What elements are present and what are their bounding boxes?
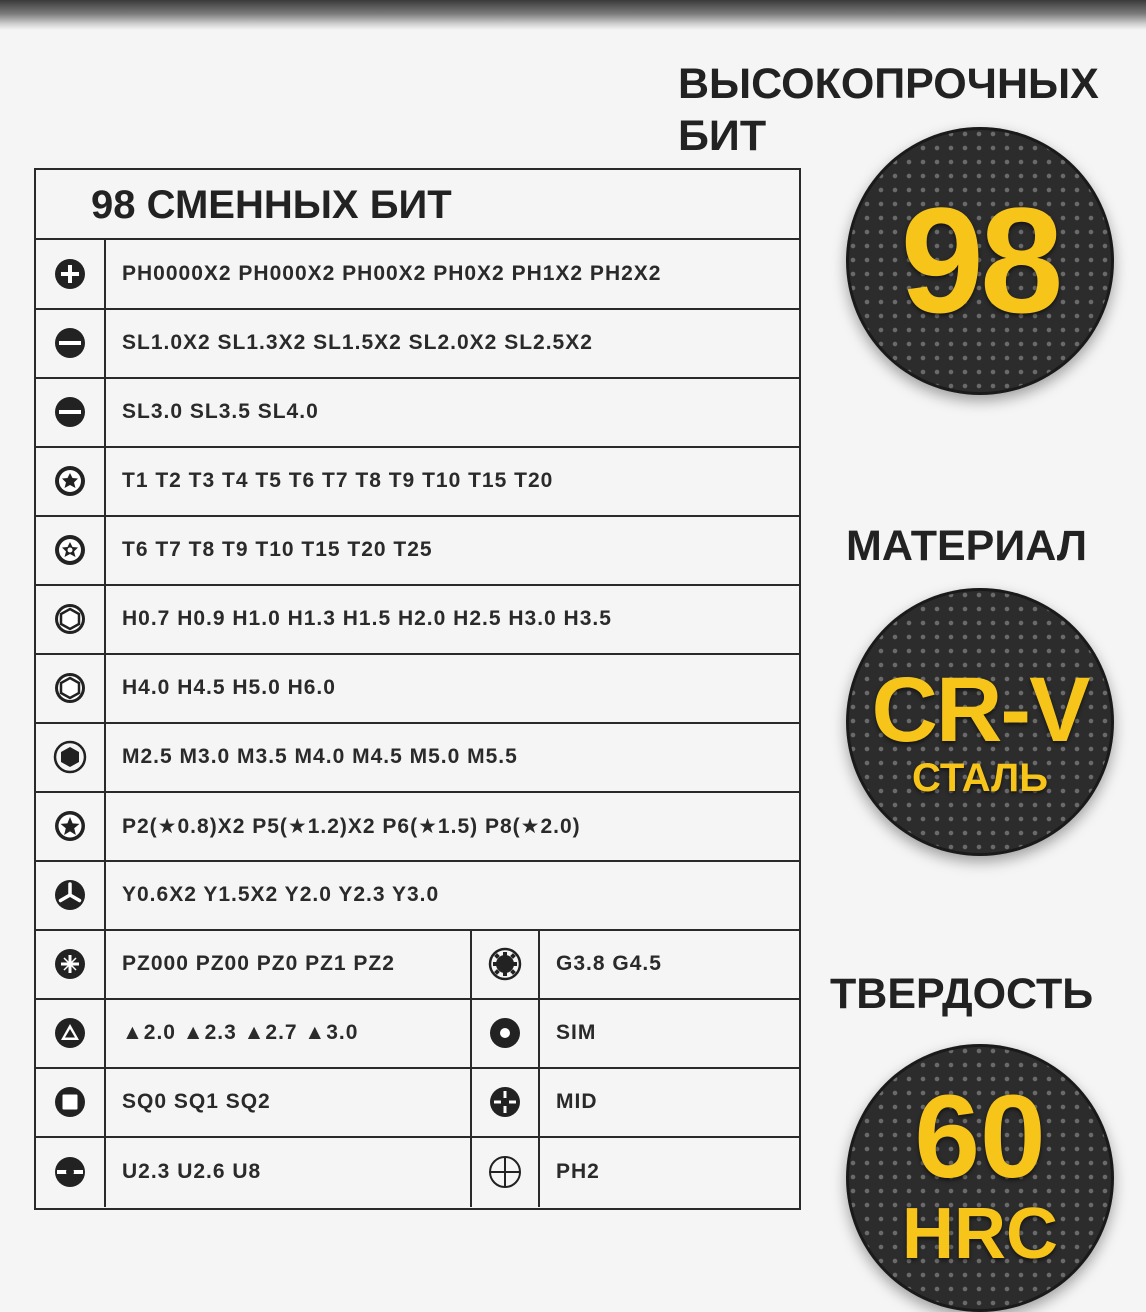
bit-sizes: SIM [556, 1021, 597, 1044]
badge-number: 98 [900, 176, 1060, 344]
bits-table [34, 168, 801, 1210]
heading-line-2: БИТ [678, 112, 767, 160]
bit-sizes: Y0.6X2 Y1.5X2 Y2.0 Y2.3 Y3.0 [122, 883, 440, 906]
badge-main-text: CR-V [871, 659, 1089, 761]
table-row [36, 930, 799, 1000]
bit-sizes: PH2 [556, 1160, 600, 1183]
bit-sizes: PZ000 PZ00 PZ0 PZ1 PZ2 [122, 952, 395, 975]
bit-sizes: G3.8 G4.5 [556, 952, 662, 975]
table-row [36, 378, 799, 448]
phillips-icon [36, 240, 106, 308]
bit-sizes: H0.7 H0.9 H1.0 H1.3 H1.5 H2.0 H2.5 H3.0 H3.5 [122, 607, 612, 630]
torx-icon [36, 447, 106, 515]
table-row [36, 654, 799, 724]
bit-sizes: SQ0 SQ1 SQ2 [122, 1090, 271, 1113]
gear-socket-icon [470, 930, 540, 998]
slotted-icon [36, 309, 106, 377]
table-row [36, 723, 799, 793]
badge-hardness [846, 1044, 1114, 1312]
hex-icon [36, 585, 106, 653]
bit-sizes: M2.5 M3.0 M3.5 M4.0 M4.5 M5.0 M5.5 [122, 745, 518, 768]
pentalobe-icon [36, 792, 106, 860]
badge-material [846, 588, 1114, 856]
table-row [36, 1137, 799, 1207]
pozidriv-icon [36, 930, 106, 998]
heading-material: МАТЕРИАЛ [846, 522, 1088, 570]
mid-icon [470, 1068, 540, 1136]
table-row [36, 516, 799, 586]
table-row [36, 792, 799, 862]
badge-main-text: 60 [914, 1071, 1046, 1203]
table-row [36, 309, 799, 379]
phillips-outline-icon [470, 1137, 540, 1207]
heading-hardness: ТВЕРДОСТЬ [830, 970, 1094, 1018]
bit-sizes: T1 T2 T3 T4 T5 T6 T7 T8 T9 T10 T15 T20 [122, 469, 554, 492]
table-row [36, 240, 799, 310]
table-row [36, 999, 799, 1069]
badge-sub-text: HRC [902, 1194, 1058, 1274]
table-row [36, 447, 799, 517]
slotted-icon [36, 378, 106, 446]
triangle-icon [36, 999, 106, 1067]
badge-bit-count [846, 127, 1114, 395]
bit-sizes: PH0000X2 PH000X2 PH00X2 PH0X2 PH1X2 PH2X2 [122, 262, 662, 285]
table-row [36, 585, 799, 655]
tri-wing-icon [36, 861, 106, 929]
badge-sub-text: СТАЛЬ [912, 756, 1048, 800]
bit-sizes: ▲2.0 ▲2.3 ▲2.7 ▲3.0 [122, 1021, 359, 1044]
table-title: 98 СМЕННЫХ БИТ [36, 170, 799, 240]
bit-sizes: U2.3 U2.6 U8 [122, 1160, 262, 1183]
torx-security-icon [36, 516, 106, 584]
u-shape-icon [36, 1137, 106, 1207]
top-shadow-band [0, 0, 1146, 30]
bit-sizes: MID [556, 1090, 598, 1113]
bit-sizes: H4.0 H4.5 H5.0 H6.0 [122, 676, 336, 699]
bit-sizes: SL1.0X2 SL1.3X2 SL1.5X2 SL2.0X2 SL2.5X2 [122, 331, 593, 354]
hex-socket-icon [36, 723, 106, 791]
bit-sizes: T6 T7 T8 T9 T10 T15 T20 T25 [122, 538, 433, 561]
hex-icon [36, 654, 106, 722]
sim-icon [470, 999, 540, 1067]
heading-line-1: ВЫСОКОПРОЧНЫХ [678, 60, 1099, 108]
table-row [36, 1068, 799, 1138]
table-row [36, 861, 799, 931]
square-icon [36, 1068, 106, 1136]
bit-sizes: SL3.0 SL3.5 SL4.0 [122, 400, 319, 423]
bit-sizes: P2(★0.8)X2 P5(★1.2)X2 P6(★1.5) P8(★2.0) [122, 814, 581, 838]
